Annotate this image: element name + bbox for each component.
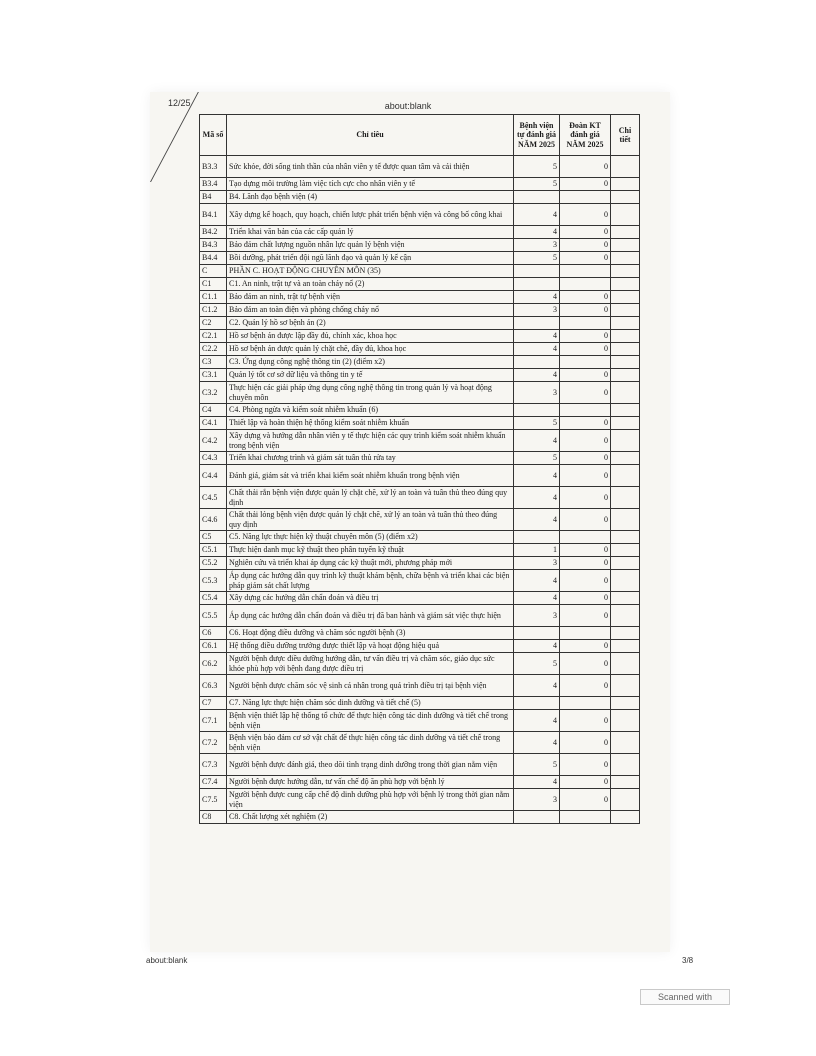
scanner-watermark: Scanned with — [640, 989, 730, 1005]
cell-self-eval: 4 — [514, 710, 560, 732]
table-row — [200, 291, 640, 304]
cell-criteria: C4. Phòng ngừa và kiểm soát nhiễm khuẩn (6) — [227, 404, 514, 417]
table-row — [200, 544, 640, 557]
table-row — [200, 369, 640, 382]
table-row — [200, 487, 640, 509]
cell-code: C8 — [200, 811, 227, 824]
table-row — [200, 531, 640, 544]
cell-detail — [611, 278, 640, 291]
cell-self-eval: 4 — [514, 204, 560, 226]
cell-detail — [611, 789, 640, 811]
cell-self-eval — [514, 278, 560, 291]
table-row — [200, 640, 640, 653]
cell-criteria: C8. Chất lượng xét nghiệm (2) — [227, 811, 514, 824]
table-row — [200, 191, 640, 204]
cell-self-eval: 5 — [514, 417, 560, 430]
cell-code: C3 — [200, 356, 227, 369]
cell-criteria: Thực hiện các giải pháp ứng dụng công nghệ thông tin trong quản lý và hoạt động chuyên môn — [227, 382, 514, 404]
cell-detail — [611, 710, 640, 732]
table-row — [200, 732, 640, 754]
cell-detail — [611, 330, 640, 343]
cell-self-eval: 5 — [514, 156, 560, 178]
cell-code: C1.2 — [200, 304, 227, 317]
table-row — [200, 509, 640, 531]
cell-team-eval: 0 — [560, 710, 611, 732]
cell-criteria: Triển khai văn bản của các cấp quản lý — [227, 226, 514, 239]
table-row — [200, 156, 640, 178]
cell-criteria: Bệnh viện bảo đảm cơ sở vật chất để thực hiện công tác dinh dưỡng và tiết chế trong bệnh viện — [227, 732, 514, 754]
cell-team-eval: 0 — [560, 789, 611, 811]
cell-team-eval — [560, 697, 611, 710]
cell-code: C5 — [200, 531, 227, 544]
cell-criteria: C7. Năng lực thực hiện chăm sóc dinh dưỡng và tiết chế (5) — [227, 697, 514, 710]
cell-criteria: Hồ sơ bệnh án được quản lý chặt chẽ, đầy đủ, khoa học — [227, 343, 514, 356]
cell-criteria: Sức khỏe, đời sống tinh thần của nhân viên y tế được quan tâm và cải thiện — [227, 156, 514, 178]
cell-self-eval: 1 — [514, 544, 560, 557]
cell-self-eval: 4 — [514, 430, 560, 452]
cell-criteria: Bảo đảm an ninh, trật tự bệnh viện — [227, 291, 514, 304]
table-row — [200, 356, 640, 369]
table-row — [200, 627, 640, 640]
cell-self-eval: 4 — [514, 291, 560, 304]
cell-team-eval: 0 — [560, 369, 611, 382]
cell-criteria: Áp dụng các hướng dẫn chẩn đoán và điều trị đã ban hành và giám sát việc thực hiện — [227, 605, 514, 627]
table-row — [200, 226, 640, 239]
cell-detail — [611, 356, 640, 369]
cell-detail — [611, 204, 640, 226]
cell-code: C5.4 — [200, 592, 227, 605]
cell-team-eval: 0 — [560, 640, 611, 653]
cell-criteria: C5. Năng lực thực hiện kỹ thuật chuyên môn (5) (điểm x2) — [227, 531, 514, 544]
cell-code: C3.1 — [200, 369, 227, 382]
cell-code: C4.4 — [200, 465, 227, 487]
cell-self-eval: 4 — [514, 330, 560, 343]
cell-detail — [611, 754, 640, 776]
cell-detail — [611, 239, 640, 252]
cell-team-eval: 0 — [560, 343, 611, 356]
cell-self-eval — [514, 697, 560, 710]
header-code: Mã số — [200, 115, 227, 156]
footer-page-number: 3/8 — [682, 956, 694, 965]
cell-criteria: Nghiên cứu và triển khai áp dụng các kỹ thuật mới, phương pháp mới — [227, 557, 514, 570]
table-row — [200, 178, 640, 191]
cell-code: C — [200, 265, 227, 278]
cell-criteria: Chất thải lỏng bệnh viện được quản lý chặt chẽ, xử lý an toàn và tuân thủ theo đúng quy định — [227, 509, 514, 531]
cell-self-eval — [514, 356, 560, 369]
cell-self-eval: 3 — [514, 605, 560, 627]
cell-criteria: PHẦN C. HOẠT ĐỘNG CHUYÊN MÔN (35) — [227, 265, 514, 278]
cell-self-eval: 4 — [514, 509, 560, 531]
cell-team-eval: 0 — [560, 465, 611, 487]
cell-detail — [611, 252, 640, 265]
cell-team-eval: 0 — [560, 291, 611, 304]
cell-criteria: C3. Ứng dụng công nghệ thông tin (2) (điểm x2) — [227, 356, 514, 369]
cell-detail — [611, 675, 640, 697]
cell-team-eval: 0 — [560, 732, 611, 754]
cell-team-eval: 0 — [560, 605, 611, 627]
cell-code: C2.2 — [200, 343, 227, 356]
cell-detail — [611, 156, 640, 178]
cell-detail — [611, 640, 640, 653]
cell-self-eval — [514, 265, 560, 278]
table-row — [200, 605, 640, 627]
cell-team-eval: 0 — [560, 675, 611, 697]
cell-detail — [611, 191, 640, 204]
cell-team-eval — [560, 404, 611, 417]
cell-self-eval: 3 — [514, 239, 560, 252]
cell-self-eval: 4 — [514, 343, 560, 356]
cell-code: C7.4 — [200, 776, 227, 789]
cell-criteria: Quản lý tốt cơ sở dữ liệu và thông tin y tế — [227, 369, 514, 382]
cell-criteria: Chất thải rắn bệnh viện được quản lý chặt chẽ, xử lý an toàn và tuân thủ theo đúng quy định — [227, 487, 514, 509]
cell-detail — [611, 226, 640, 239]
cell-criteria: Xây dựng và hướng dẫn nhân viên y tế thực hiện các quy trình kiểm soát nhiễm khuẩn trong bệnh viện — [227, 430, 514, 452]
cell-code: B3.3 — [200, 156, 227, 178]
footer-url: about:blank — [146, 956, 188, 965]
cell-criteria: Tạo dựng môi trường làm việc tích cực cho nhân viên y tế — [227, 178, 514, 191]
table-row — [200, 697, 640, 710]
cell-code: B4.2 — [200, 226, 227, 239]
cell-criteria: Hồ sơ bệnh án được lập đầy đủ, chính xác, khoa học — [227, 330, 514, 343]
cell-team-eval: 0 — [560, 452, 611, 465]
table-row — [200, 811, 640, 824]
table-row — [200, 557, 640, 570]
cell-self-eval: 5 — [514, 653, 560, 675]
header-team-eval: Đoàn KT đánh giá NĂM 2025 — [560, 115, 611, 156]
cell-team-eval: 0 — [560, 592, 611, 605]
table-row — [200, 789, 640, 811]
cell-self-eval: 4 — [514, 776, 560, 789]
cell-criteria: C6. Hoạt động điều dưỡng và chăm sóc người bệnh (3) — [227, 627, 514, 640]
cell-self-eval: 3 — [514, 789, 560, 811]
cell-self-eval: 3 — [514, 557, 560, 570]
cell-team-eval — [560, 531, 611, 544]
cell-code: B3.4 — [200, 178, 227, 191]
cell-code: C4 — [200, 404, 227, 417]
cell-code: C1 — [200, 278, 227, 291]
cell-detail — [611, 570, 640, 592]
cell-detail — [611, 605, 640, 627]
cell-code: C7.2 — [200, 732, 227, 754]
table-row — [200, 278, 640, 291]
cell-code: C7 — [200, 697, 227, 710]
cell-team-eval: 0 — [560, 570, 611, 592]
cell-code: C4.1 — [200, 417, 227, 430]
cell-detail — [611, 430, 640, 452]
cell-code: C4.2 — [200, 430, 227, 452]
cell-detail — [611, 382, 640, 404]
cell-self-eval: 5 — [514, 452, 560, 465]
cell-detail — [611, 317, 640, 330]
cell-detail — [611, 417, 640, 430]
cell-team-eval: 0 — [560, 226, 611, 239]
cell-code: C1.1 — [200, 291, 227, 304]
cell-detail — [611, 592, 640, 605]
cell-criteria: Người bệnh được đánh giá, theo dõi tình trạng dinh dưỡng trong thời gian nằm viện — [227, 754, 514, 776]
cell-team-eval: 0 — [560, 252, 611, 265]
cell-team-eval — [560, 191, 611, 204]
cell-detail — [611, 265, 640, 278]
cell-code: B4 — [200, 191, 227, 204]
cell-detail — [611, 343, 640, 356]
cell-detail — [611, 531, 640, 544]
cell-self-eval: 3 — [514, 382, 560, 404]
cell-team-eval: 0 — [560, 417, 611, 430]
cell-team-eval: 0 — [560, 776, 611, 789]
cell-detail — [611, 627, 640, 640]
cell-detail — [611, 653, 640, 675]
cell-code: C7.3 — [200, 754, 227, 776]
cell-criteria: Bệnh viện thiết lập hệ thống tổ chức để thực hiện công tác dinh dưỡng và tiết chế trong bệnh viện — [227, 710, 514, 732]
cell-self-eval: 5 — [514, 252, 560, 265]
cell-team-eval — [560, 278, 611, 291]
cell-self-eval: 4 — [514, 487, 560, 509]
cell-criteria: Người bệnh được cung cấp chế độ dinh dưỡng phù hợp với bệnh lý trong thời gian nằm viện — [227, 789, 514, 811]
table-row — [200, 304, 640, 317]
cell-self-eval — [514, 627, 560, 640]
cell-code: C3.2 — [200, 382, 227, 404]
cell-code: C4.6 — [200, 509, 227, 531]
cell-criteria: C2. Quản lý hồ sơ bệnh án (2) — [227, 317, 514, 330]
cell-criteria: Người bệnh được hướng dẫn, tư vấn chế độ ăn phù hợp với bệnh lý — [227, 776, 514, 789]
cell-team-eval: 0 — [560, 239, 611, 252]
table-row — [200, 776, 640, 789]
cell-team-eval: 0 — [560, 178, 611, 191]
cell-criteria: Hệ thống điều dưỡng trưởng được thiết lập và hoạt động hiệu quả — [227, 640, 514, 653]
cell-code: C6 — [200, 627, 227, 640]
cell-code: C5.3 — [200, 570, 227, 592]
cell-code: C6.1 — [200, 640, 227, 653]
cell-self-eval: 4 — [514, 675, 560, 697]
cell-self-eval: 4 — [514, 369, 560, 382]
cell-self-eval — [514, 811, 560, 824]
cell-team-eval — [560, 265, 611, 278]
cell-code: C4.5 — [200, 487, 227, 509]
cell-code: C2 — [200, 317, 227, 330]
cell-self-eval: 5 — [514, 178, 560, 191]
cell-criteria: Đánh giá, giám sát và triển khai kiểm soát nhiễm khuẩn trong bệnh viện — [227, 465, 514, 487]
cell-self-eval: 4 — [514, 732, 560, 754]
table-row — [200, 382, 640, 404]
table-row — [200, 452, 640, 465]
table-row — [200, 204, 640, 226]
cell-team-eval: 0 — [560, 204, 611, 226]
cell-self-eval: 4 — [514, 226, 560, 239]
cell-self-eval — [514, 404, 560, 417]
cell-detail — [611, 697, 640, 710]
cell-criteria: Người bệnh được chăm sóc vệ sinh cá nhân trong quá trình điều trị tại bệnh viện — [227, 675, 514, 697]
cell-team-eval: 0 — [560, 509, 611, 531]
cell-criteria: Thực hiện danh mục kỹ thuật theo phân tuyến kỹ thuật — [227, 544, 514, 557]
cell-self-eval — [514, 317, 560, 330]
cell-criteria: Thiết lập và hoàn thiện hệ thống kiểm soát nhiễm khuẩn — [227, 417, 514, 430]
cell-criteria: C1. An ninh, trật tự và an toàn cháy nổ (2) — [227, 278, 514, 291]
cell-detail — [611, 291, 640, 304]
table-row — [200, 592, 640, 605]
cell-team-eval: 0 — [560, 430, 611, 452]
cell-code: B4.3 — [200, 239, 227, 252]
cell-self-eval: 4 — [514, 640, 560, 653]
table-row — [200, 265, 640, 278]
cell-criteria: Người bệnh được điều dưỡng hướng dẫn, tư vấn điều trị và chăm sóc, giáo dục sức khỏe phù hợp với bệnh đang được điều trị — [227, 653, 514, 675]
cell-team-eval: 0 — [560, 382, 611, 404]
cell-criteria: Bảo đảm chất lượng nguồn nhân lực quản lý bệnh viện — [227, 239, 514, 252]
evaluation-table — [199, 114, 640, 824]
cell-code: C5.5 — [200, 605, 227, 627]
cell-team-eval — [560, 627, 611, 640]
cell-team-eval — [560, 811, 611, 824]
cell-team-eval: 0 — [560, 304, 611, 317]
cell-code: C7.5 — [200, 789, 227, 811]
table-row — [200, 417, 640, 430]
cell-code: C2.1 — [200, 330, 227, 343]
table-row — [200, 465, 640, 487]
cell-detail — [611, 509, 640, 531]
cell-team-eval: 0 — [560, 156, 611, 178]
cell-detail — [611, 557, 640, 570]
cell-code: C5.1 — [200, 544, 227, 557]
cell-criteria: Bảo đảm an toàn điện và phòng chống cháy nổ — [227, 304, 514, 317]
cell-detail — [611, 178, 640, 191]
cell-criteria: Triển khai chương trình và giám sát tuân thủ rửa tay — [227, 452, 514, 465]
table-row — [200, 317, 640, 330]
cell-detail — [611, 732, 640, 754]
cell-detail — [611, 404, 640, 417]
table-row — [200, 404, 640, 417]
cell-team-eval — [560, 356, 611, 369]
cell-team-eval — [560, 317, 611, 330]
cell-criteria: Bồi dưỡng, phát triển đội ngũ lãnh đạo và quản lý kế cận — [227, 252, 514, 265]
cell-self-eval: 4 — [514, 592, 560, 605]
cell-code: C6.3 — [200, 675, 227, 697]
cell-self-eval: 4 — [514, 570, 560, 592]
cell-team-eval: 0 — [560, 557, 611, 570]
cell-criteria: Xây dựng kế hoạch, quy hoạch, chiến lược phát triển bệnh viện và công bố công khai — [227, 204, 514, 226]
cell-detail — [611, 776, 640, 789]
cell-self-eval: 4 — [514, 465, 560, 487]
cell-self-eval: 5 — [514, 754, 560, 776]
header-self-eval: Bệnh viện tự đánh giá NĂM 2025 — [514, 115, 560, 156]
cell-team-eval: 0 — [560, 754, 611, 776]
cell-team-eval: 0 — [560, 487, 611, 509]
table-row — [200, 754, 640, 776]
cell-criteria: B4. Lãnh đạo bệnh viện (4) — [227, 191, 514, 204]
cell-detail — [611, 811, 640, 824]
cell-self-eval — [514, 531, 560, 544]
cell-code: C5.2 — [200, 557, 227, 570]
cell-code: B4.4 — [200, 252, 227, 265]
cell-detail — [611, 465, 640, 487]
cell-criteria: Áp dụng các hướng dẫn quy trình kỹ thuật khám bệnh, chữa bệnh và triển khai các biện pháp giám sát chất lượng — [227, 570, 514, 592]
table-row — [200, 343, 640, 356]
cell-detail — [611, 544, 640, 557]
cell-detail — [611, 304, 640, 317]
cell-code: B4.1 — [200, 204, 227, 226]
cell-detail — [611, 369, 640, 382]
header-detail: Chi tiết — [611, 115, 640, 156]
print-header-title: about:blank — [384, 101, 432, 111]
cell-code: C6.2 — [200, 653, 227, 675]
cell-team-eval: 0 — [560, 330, 611, 343]
cell-detail — [611, 487, 640, 509]
cell-criteria: Xây dựng các hướng dẫn chẩn đoán và điều trị — [227, 592, 514, 605]
table-header-row — [200, 115, 640, 156]
cell-self-eval — [514, 191, 560, 204]
cell-team-eval: 0 — [560, 544, 611, 557]
table-row — [200, 252, 640, 265]
cell-detail — [611, 452, 640, 465]
page-corner-date: 12/25 — [168, 98, 191, 108]
header-criteria: Chỉ tiêu — [227, 115, 514, 156]
table-row — [200, 710, 640, 732]
table-row — [200, 430, 640, 452]
table-row — [200, 653, 640, 675]
table-row — [200, 675, 640, 697]
cell-code: C7.1 — [200, 710, 227, 732]
table-row — [200, 330, 640, 343]
cell-code: C4.3 — [200, 452, 227, 465]
table-row — [200, 239, 640, 252]
table-row — [200, 570, 640, 592]
table-body — [200, 156, 640, 824]
cell-self-eval: 3 — [514, 304, 560, 317]
cell-team-eval: 0 — [560, 653, 611, 675]
